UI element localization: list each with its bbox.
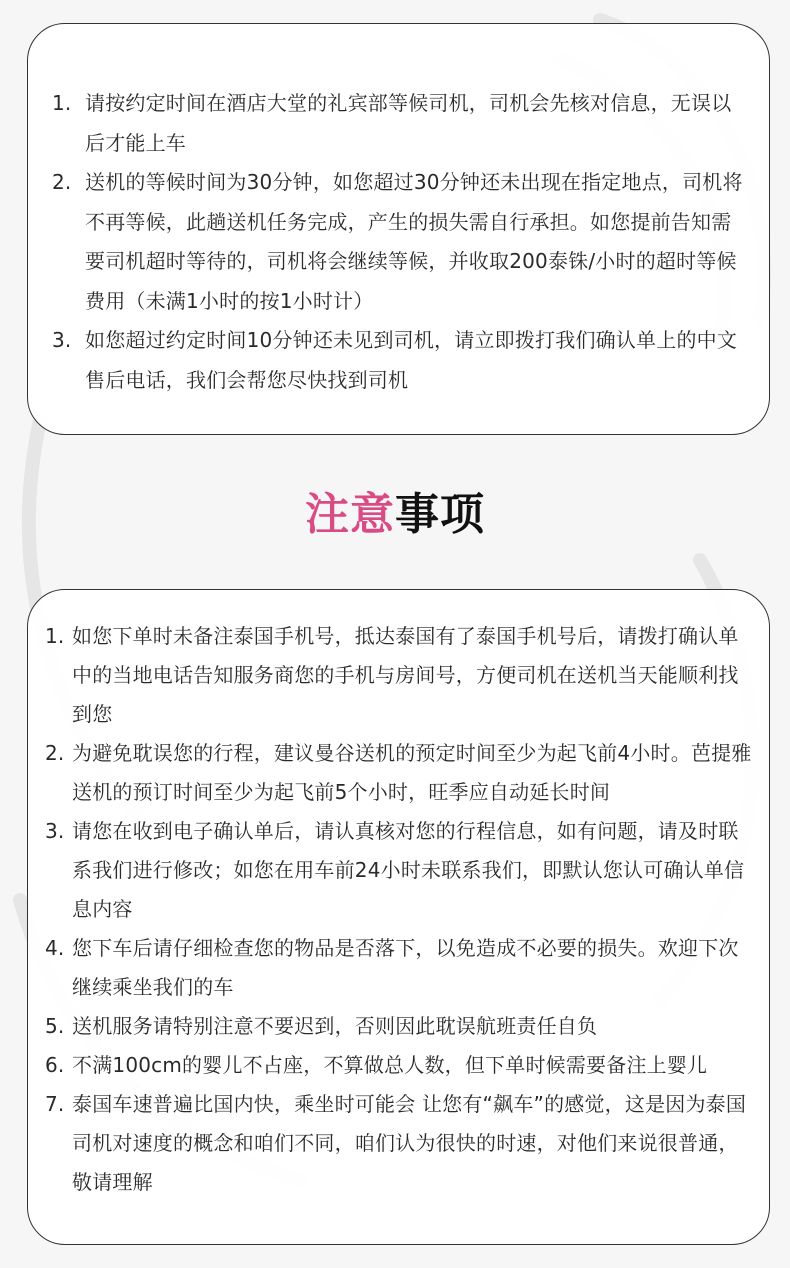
item-number: 2. — [45, 741, 65, 765]
item-number: 5. — [45, 1014, 65, 1038]
item-text: 如您下单时未备注泰国手机号，抵达泰国有了泰国手机号后，请拨打确认单中的当地电话告知服务商您的手机与房间号，方便司机在送机当天能顺利找到您 — [72, 624, 739, 726]
list-item — [45, 617, 757, 734]
pickup-rules-list — [52, 84, 749, 400]
list-item — [45, 734, 757, 812]
list-item — [45, 1085, 757, 1202]
list-item — [45, 1046, 757, 1085]
notes-list — [45, 617, 757, 1202]
list-item — [45, 812, 757, 929]
item-text: 请按约定时间在酒店大堂的礼宾部等候司机，司机会先核对信息，无误以后才能上车 — [85, 91, 732, 155]
pickup-rules-card — [27, 23, 770, 435]
item-text: 不满100cm的婴儿不占座，不算做总人数，但下单时候需要备注上婴儿 — [72, 1053, 708, 1077]
item-number: 3. — [45, 819, 65, 843]
item-text: 送机的等候时间为30分钟，如您超过30分钟还未出现在指定地点，司机将不再等候，此趟送机任务完成，产生的损失需自行承担。如您提前告知需要司机超时等待的，司机将会继续等候，并收取200泰铢/小时的超时等候费用（未满1小时的按1小时计） — [85, 170, 743, 313]
notes-card — [27, 589, 770, 1245]
item-text: 如您超过约定时间10分钟还未见到司机，请立即拨打我们确认单上的中文售后电话，我们会帮您尽快找到司机 — [85, 328, 738, 392]
item-text: 泰国车速普遍比国内快，乘坐时可能会 让您有“飙车”的感觉，这是因为泰国司机对速度的概念和咱们不同，咱们认为很快的时速，对他们来说很普通，敬请理解 — [72, 1092, 747, 1194]
list-item — [52, 321, 749, 400]
item-text: 为避免耽误您的行程，建议曼谷送机的预定时间至少为起飞前4小时。芭提雅送机的预订时间至少为起飞前5个小时，旺季应自动延长时间 — [72, 741, 752, 804]
list-item — [52, 163, 749, 321]
item-number: 2. — [52, 170, 72, 194]
section-title — [0, 478, 790, 542]
item-text: 请您在收到电子确认单后，请认真核对您的行程信息，如有问题，请及时联系我们进行修改；如您在用车前24小时未联系我们，即默认您认可确认单信息内容 — [72, 819, 745, 921]
item-number: 6. — [45, 1053, 65, 1077]
item-text: 您下车后请仔细检查您的物品是否落下，以免造成不必要的损失。欢迎下次继续乘坐我们的车 — [72, 936, 739, 999]
section-title-rest: 事项 — [395, 489, 485, 540]
item-text: 送机服务请特别注意不要迟到，否则因此耽误航班责任自负 — [72, 1014, 598, 1038]
list-item — [52, 84, 749, 163]
section-title-highlight: 注意 — [305, 489, 395, 540]
item-number: 4. — [45, 936, 65, 960]
item-number: 1. — [52, 91, 72, 115]
item-number: 3. — [52, 328, 72, 352]
list-item — [45, 1007, 757, 1046]
item-number: 7. — [45, 1092, 65, 1116]
item-number: 1. — [45, 624, 65, 648]
list-item — [45, 929, 757, 1007]
